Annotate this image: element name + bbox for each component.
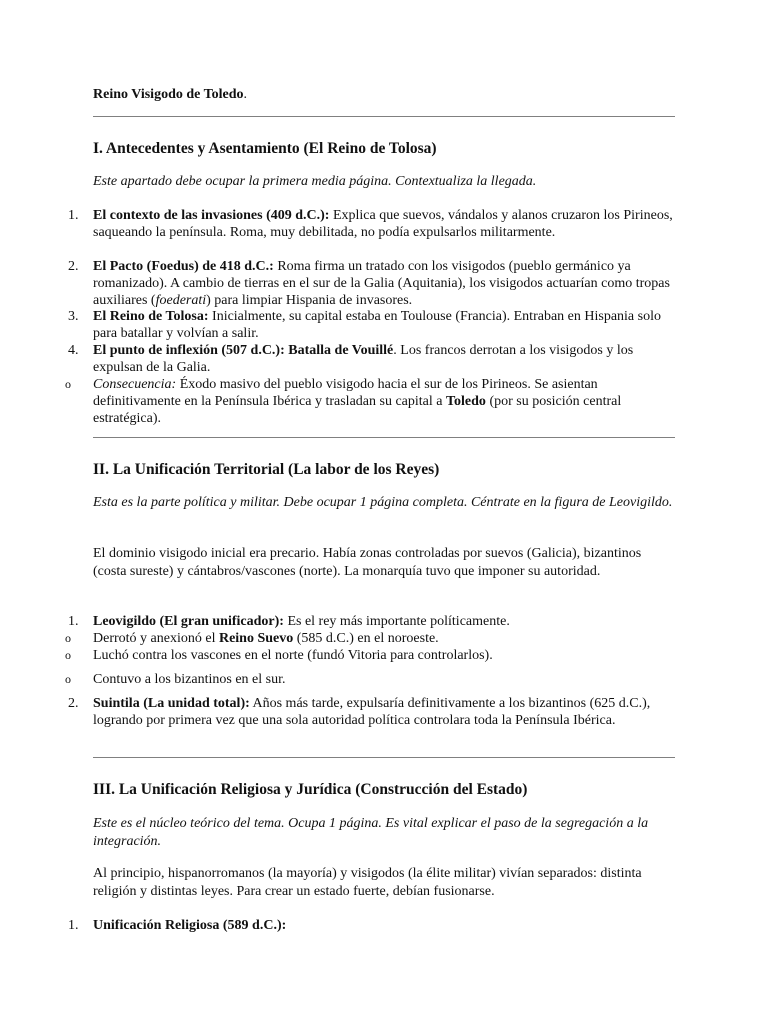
document-title-bold: Reino Visigodo de Toledo	[93, 87, 244, 102]
section-2-heading: II. La Unificación Territorial (La labor de los Reyes)	[93, 461, 440, 478]
item-text: Éxodo masivo del pueblo visigodo hacia el sur de los Pirineos. Se asientan definitivamente en la Península Ibérica y trasladan su capital a	[93, 377, 598, 409]
list-marker: 1.	[68, 918, 79, 933]
bullet-marker: o	[65, 672, 71, 686]
item-text: Inicialmente, su capital estaba en Toulouse (Francia). Entraban en Hispania solo para batallar y volvían a salir.	[93, 309, 661, 341]
list-marker: 2.	[68, 696, 79, 711]
item-label: Unificación Religiosa (589 d.C.):	[93, 918, 287, 933]
document-title	[93, 86, 675, 104]
list-marker: 3.	[68, 309, 79, 324]
item-term: Toledo	[445, 394, 486, 409]
item-text: . Los francos derrotan a los visigodos y los expulsan de la Galia.	[93, 343, 634, 375]
document-title-tail: .	[243, 87, 248, 102]
section-1-heading: I. Antecedentes y Asentamiento (El Reino de Tolosa)	[93, 140, 437, 157]
item-text: Derrotó y anexionó el	[93, 631, 219, 646]
section-1-note: Este apartado debe ocupar la primera media página. Contextualiza la llegada.	[93, 174, 537, 189]
item-label: El Pacto (Foedus) de 418 d.C.:	[93, 259, 274, 274]
bullet-marker: o	[65, 377, 71, 391]
item-text: Es el rey más importante políticamente.	[283, 614, 510, 629]
list-item	[65, 647, 675, 664]
item-text: Años más tarde, expulsaría definitivamente a los bizantinos (625 d.C.), logrando por primera vez que una sola autoridad política controlara toda la Península Ibérica.	[93, 696, 651, 728]
item-label: Suintila (La unidad total):	[93, 696, 250, 711]
item-text: Luchó contra los vascones en el norte (fundó Vitoria para controlarlos).	[93, 648, 493, 663]
item-label: Leovigildo (El gran unificador):	[93, 614, 284, 629]
section-3-heading: III. La Unificación Religiosa y Jurídica (Construcción del Estado)	[93, 781, 528, 798]
section-2-note: Esta es la parte política y militar. Debe ocupar 1 página completa. Céntrate en la figura de Leovigildo.	[93, 495, 673, 510]
section-3-intro: Al principio, hispanorromanos (la mayoría) y visigodos (la élite militar) vivían separados: distinta religión y distintas leyes. Para crear un estado fuerte, debían fusionarse.	[93, 866, 642, 899]
item-label: Consecuencia:	[93, 377, 177, 392]
list-item	[68, 258, 675, 309]
item-text: Explica que suevos, vándalos y alanos cruzaron los Pirineos, saqueando la península. Roma, muy debilitada, no podía expulsarlos militarmente.	[93, 208, 673, 240]
bullet-marker: o	[65, 648, 71, 662]
item-text: ) para limpiar Hispania de invasores.	[206, 293, 413, 308]
list-item	[68, 695, 675, 729]
item-text: (585 d.C.) en el noroeste.	[293, 631, 439, 646]
divider-2	[93, 437, 675, 438]
item-text: (por su posición central estratégica).	[93, 394, 622, 426]
divider-1	[93, 116, 675, 117]
bullet-marker: o	[65, 631, 71, 645]
list-item	[65, 630, 675, 647]
item-label: El contexto de las invasiones (409 d.C.):	[93, 208, 330, 223]
item-label: El Reino de Tolosa:	[93, 309, 209, 324]
item-text: Roma firma un tratado con los visigodos (pueblo germánico ya romanizado). A cambio de tierras en el sur de la Galia (Aquitania), los visigodos actuarían como tropas auxiliares (	[93, 259, 670, 308]
list-item	[68, 308, 675, 342]
item-label: El punto de inflexión (507 d.C.): Batalla de Vouillé	[93, 343, 394, 358]
item-term: foederati	[155, 293, 207, 308]
section-3-note: Este es el núcleo teórico del tema. Ocupa 1 página. Es vital explicar el paso de la segregación a la integración.	[93, 816, 649, 849]
list-item	[65, 376, 675, 427]
list-item	[68, 342, 675, 376]
item-term: Reino Suevo	[218, 631, 294, 646]
list-item	[68, 207, 675, 241]
list-item	[68, 917, 675, 934]
list-marker: 1.	[68, 614, 79, 629]
list-marker: 4.	[68, 343, 79, 358]
list-item	[68, 613, 675, 630]
list-marker: 2.	[68, 259, 79, 274]
item-text: Contuvo a los bizantinos en el sur.	[93, 672, 286, 687]
divider-3	[93, 757, 675, 758]
list-marker: 1.	[68, 208, 79, 223]
section-2-intro: El dominio visigodo inicial era precario. Había zonas controladas por suevos (Galicia), bizantinos (costa sureste) y cántabros/vascones (norte). La monarquía tuvo que imponer su autoridad.	[93, 546, 642, 579]
list-item	[65, 671, 675, 688]
